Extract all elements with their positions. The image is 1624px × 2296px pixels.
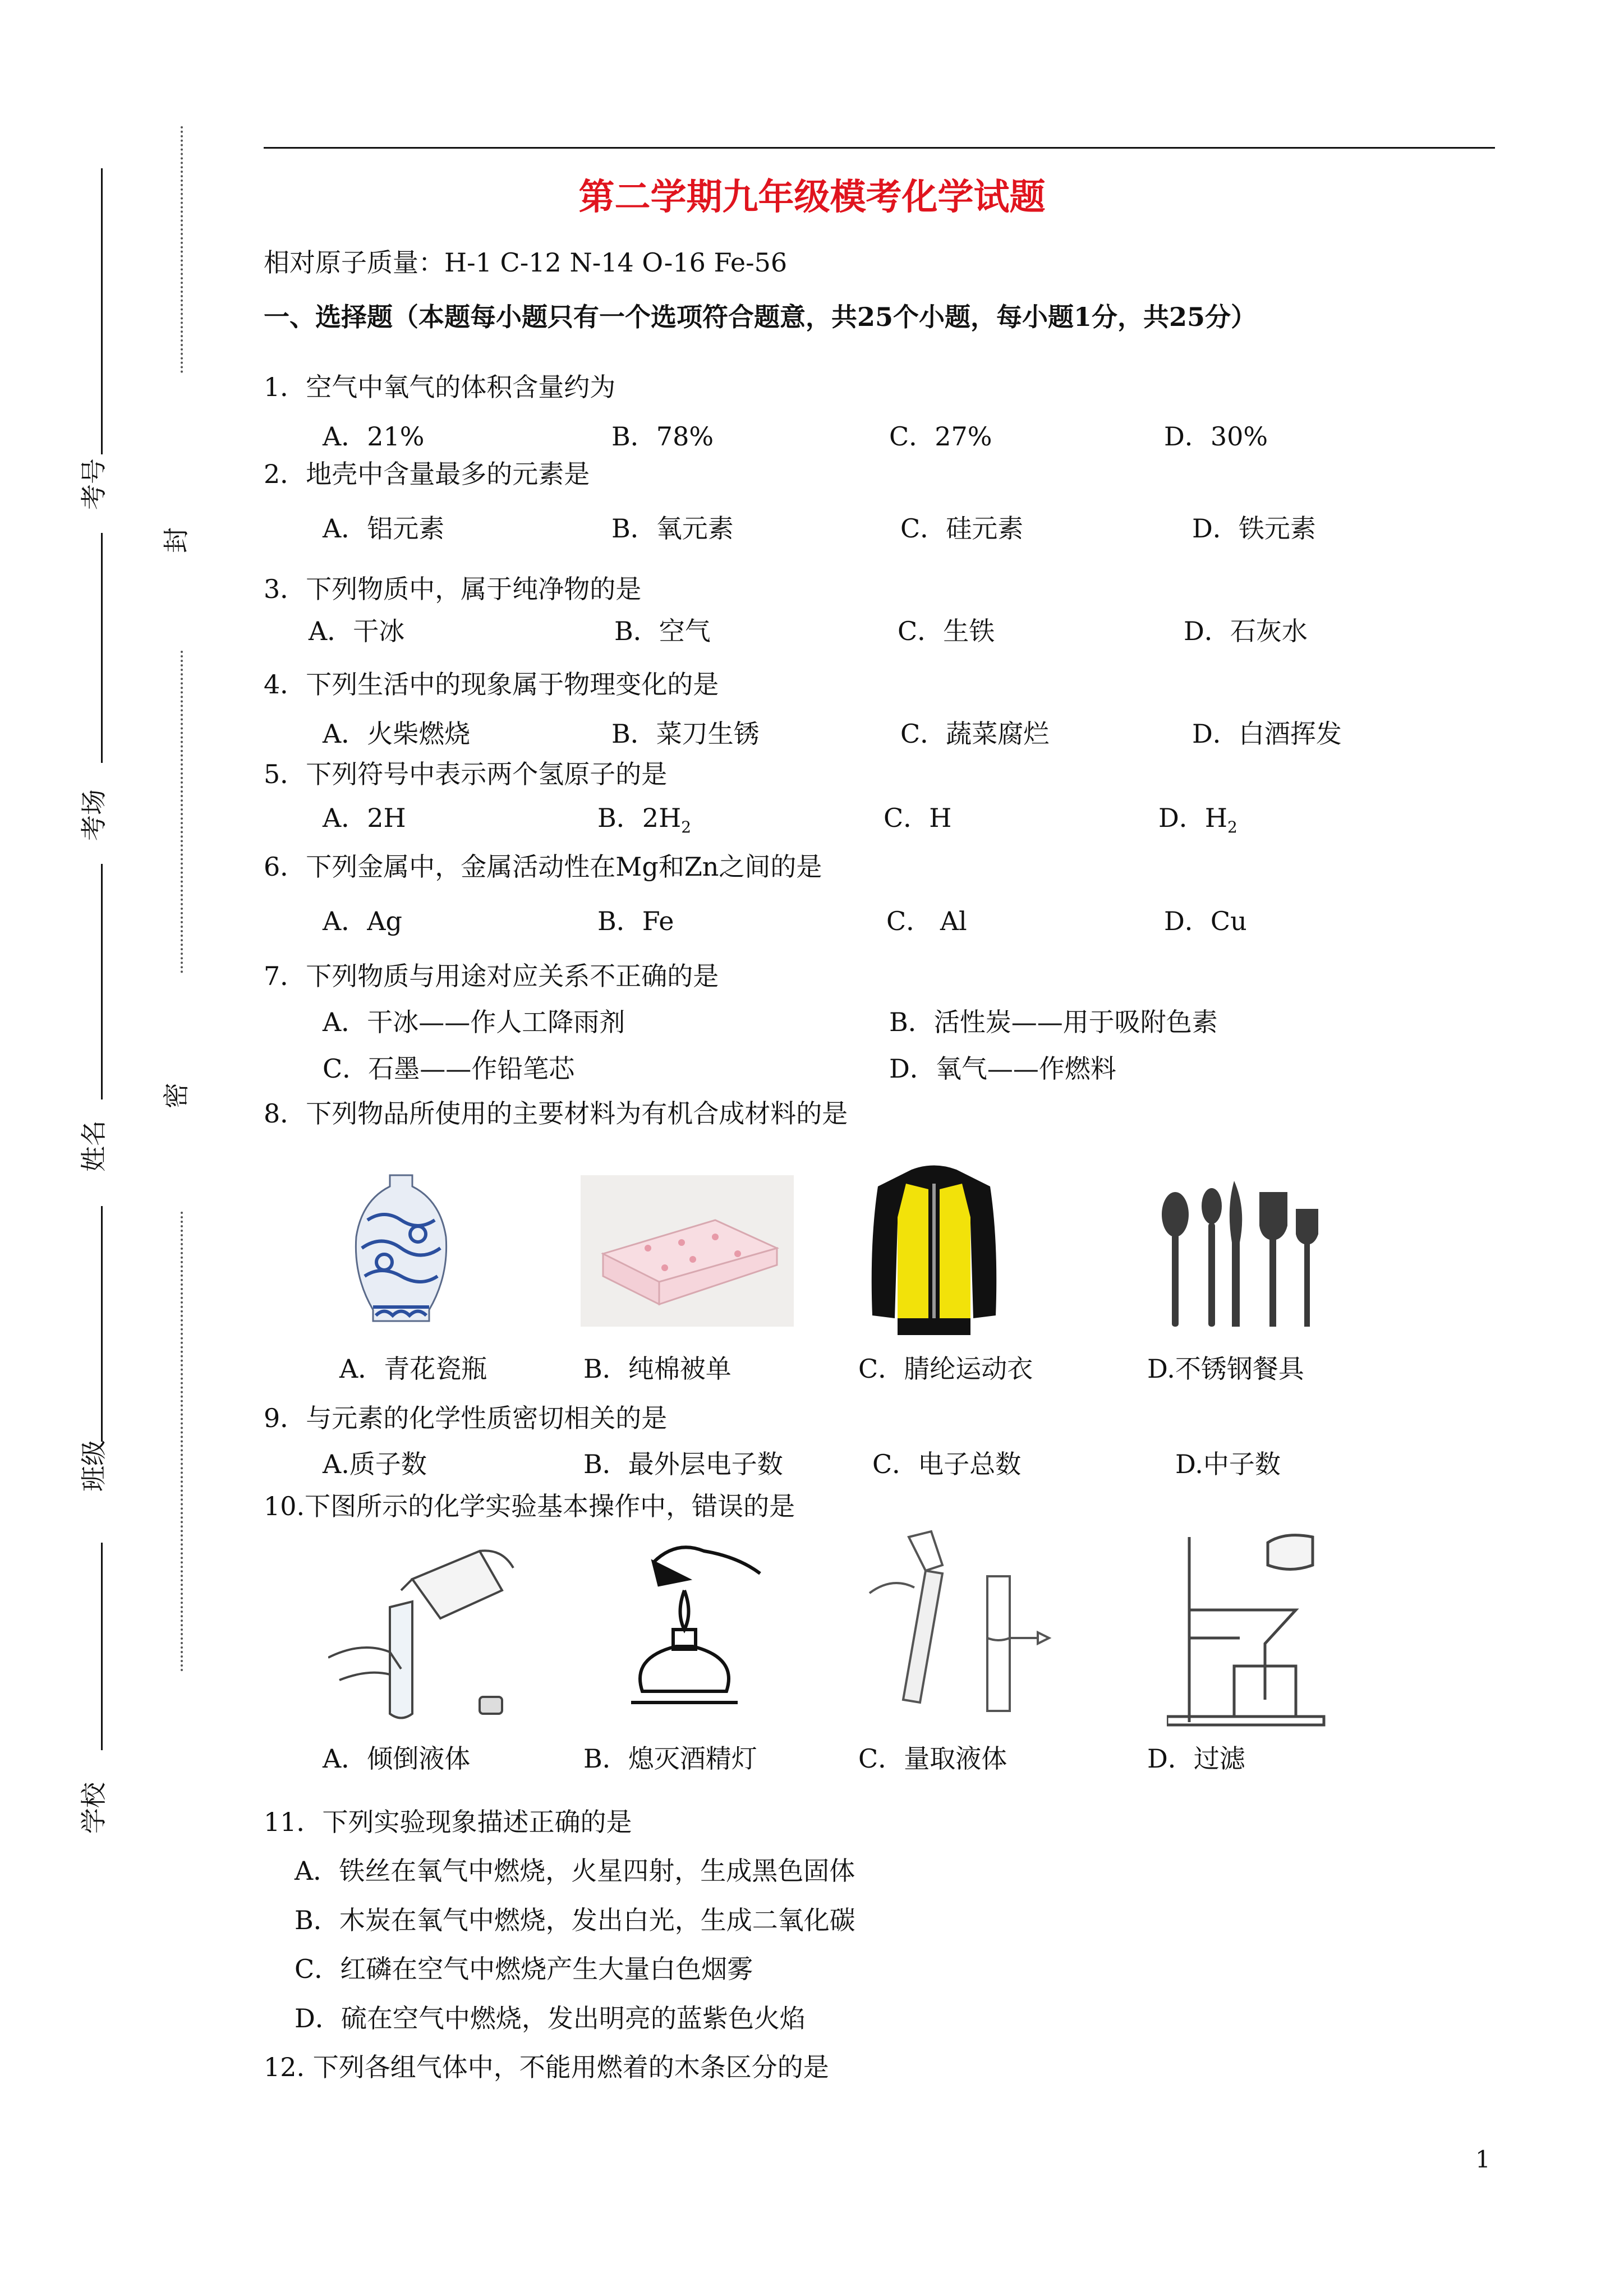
label-banji: 班级 <box>79 1440 109 1492</box>
q2-option-a[interactable]: A．铝元素 <box>323 513 445 544</box>
q7-option-b[interactable]: B．活性炭——用于吸附色素 <box>889 1007 1218 1037</box>
q10-option-b[interactable]: B．熄灭酒精灯 <box>583 1743 757 1774</box>
q5-option-d[interactable] <box>1158 801 1237 844</box>
q10-option-a[interactable]: A．倾倒液体 <box>323 1743 471 1774</box>
q3-option-d[interactable]: D．石灰水 <box>1184 616 1308 646</box>
filtration-image <box>1167 1526 1335 1733</box>
q8-option-d[interactable]: D.不锈钢餐具 <box>1147 1354 1304 1384</box>
q8-option-c[interactable]: C．腈纶运动衣 <box>858 1354 1033 1384</box>
q10-option-c[interactable]: C．量取液体 <box>858 1743 1007 1774</box>
acrylic-sportswear-image <box>867 1161 1001 1335</box>
q10-option-d[interactable]: D．过滤 <box>1147 1743 1245 1774</box>
q3-stem: 3．下列物质中，属于纯净物的是 <box>264 574 642 604</box>
q3-option-a[interactable]: A．干冰 <box>309 616 405 646</box>
q11-stem: 11．下列实验现象描述正确的是 <box>264 1807 632 1837</box>
stainless-cutlery-image <box>1153 1175 1321 1332</box>
q1-option-d[interactable]: D．30% <box>1164 421 1268 452</box>
q5-option-d-text: D．H <box>1158 803 1227 833</box>
q5-option-c[interactable]: C．H <box>884 803 952 833</box>
q4-option-c[interactable]: C．蔬菜腐烂 <box>900 719 1050 749</box>
q4-option-a[interactable]: A．火柴燃烧 <box>323 719 471 749</box>
seal-char-mi: 密 <box>161 1083 191 1108</box>
q7-option-a[interactable]: A．干冰——作人工降雨剂 <box>323 1007 625 1037</box>
label-kaochang: 考场 <box>79 789 109 841</box>
q9-option-a[interactable]: A.质子数 <box>323 1449 427 1479</box>
q7-option-c[interactable]: C．石墨——作铅笔芯 <box>323 1053 575 1084</box>
section-heading: 一、选择题（本题每小题只有一个选项符合题意，共25个小题，每小题1分，共25分） <box>264 302 1257 332</box>
binding-line-banji <box>101 1206 103 1442</box>
q11-option-a[interactable]: A．铁丝在氧气中燃烧，火星四射，生成黑色固体 <box>295 1856 855 1886</box>
pouring-liquid-image <box>328 1545 519 1719</box>
page-title: 第二学期九年级模考化学试题 <box>578 176 1046 218</box>
seal-char-feng: 封 <box>161 527 191 553</box>
q7-stem: 7．下列物质与用途对应关系不正确的是 <box>264 961 719 991</box>
q11-option-c[interactable]: C．红磷在空气中燃烧产生大量白色烟雾 <box>295 1954 753 1984</box>
q5-option-b[interactable] <box>597 801 691 844</box>
q9-stem: 9．与元素的化学性质密切相关的是 <box>264 1403 668 1433</box>
label-xingming: 姓名 <box>79 1120 109 1172</box>
q5-option-b-subscript: 2 <box>681 818 692 836</box>
header-rule <box>264 147 1495 149</box>
label-kaohao: 考号 <box>79 458 109 510</box>
q11-option-b[interactable]: B．木炭在氧气中燃烧，发出白光，生成二氧化碳 <box>295 1905 855 1935</box>
q10-stem: 10.下图所示的化学实验基本操作中，错误的是 <box>264 1491 795 1521</box>
q4-option-d[interactable]: D．白酒挥发 <box>1192 719 1342 749</box>
q8-option-a[interactable]: A．青花瓷瓶 <box>339 1354 487 1384</box>
q6-option-d[interactable]: D．Cu <box>1164 906 1247 936</box>
q8-stem: 8．下列物品所使用的主要材料为有机合成材料的是 <box>264 1098 848 1129</box>
atomic-mass-line: 相对原子质量：H-1 C-12 N-14 O-16 Fe-56 <box>264 247 788 278</box>
q5-stem: 5．下列符号中表示两个氢原子的是 <box>264 759 668 789</box>
label-xuexiao: 学校 <box>79 1782 109 1834</box>
binding-line-xingming <box>101 864 103 1099</box>
q1-stem: 1．空气中氧气的体积含量约为 <box>264 372 616 402</box>
q4-option-b[interactable]: B．菜刀生锈 <box>611 719 760 749</box>
q9-option-c[interactable]: C．电子总数 <box>872 1449 1022 1479</box>
blue-white-vase-image <box>345 1170 457 1332</box>
q6-option-c[interactable]: C． Al <box>886 906 967 936</box>
seal-dotted-line-mid <box>181 651 183 973</box>
q12-stem: 12. 下列各组气体中，不能用燃着的木条区分的是 <box>264 2052 829 2082</box>
q4-stem: 4．下列生活中的现象属于物理变化的是 <box>264 669 719 700</box>
q1-option-c[interactable]: C．27% <box>889 421 992 452</box>
binding-line-xuexiao <box>101 1543 103 1750</box>
q9-option-d[interactable]: D.中子数 <box>1175 1449 1281 1479</box>
page-number: 1 <box>1475 2146 1490 2173</box>
q6-stem: 6．下列金属中，金属活动性在Mg和Zn之间的是 <box>264 852 822 882</box>
q5-option-b-text: B．2H <box>597 803 682 833</box>
binding-line-kaochang <box>101 533 103 763</box>
q2-option-b[interactable]: B．氧元素 <box>611 513 734 544</box>
q6-option-a[interactable]: A．Ag <box>323 906 402 936</box>
q2-option-d[interactable]: D．铁元素 <box>1192 513 1316 544</box>
q11-option-d[interactable]: D．硫在空气中燃烧，发出明亮的蓝紫色火焰 <box>295 2003 806 2033</box>
q7-option-d[interactable]: D．氧气——作燃料 <box>889 1053 1116 1084</box>
q2-stem: 2．地壳中含量最多的元素是 <box>264 459 590 489</box>
q3-option-c[interactable]: C．生铁 <box>898 616 995 646</box>
q1-option-a[interactable]: A．21% <box>323 421 425 452</box>
q1-option-b[interactable]: B．78% <box>611 421 714 452</box>
q9-option-b[interactable]: B．最外层电子数 <box>583 1449 783 1479</box>
cotton-sheet-image <box>581 1175 794 1327</box>
seal-dotted-line-bottom <box>181 1212 183 1672</box>
q5-option-d-subscript: 2 <box>1227 818 1237 836</box>
q2-option-c[interactable]: C．硅元素 <box>900 513 1024 544</box>
seal-dotted-line-top <box>181 126 183 373</box>
measuring-liquid-image <box>858 1526 1055 1728</box>
q8-option-b[interactable]: B．纯棉被单 <box>583 1354 732 1384</box>
alcohol-lamp-image <box>620 1534 766 1725</box>
q5-option-a[interactable]: A．2H <box>323 803 406 833</box>
q3-option-b[interactable]: B．空气 <box>614 616 711 646</box>
q6-option-b[interactable]: B．Fe <box>597 906 674 936</box>
